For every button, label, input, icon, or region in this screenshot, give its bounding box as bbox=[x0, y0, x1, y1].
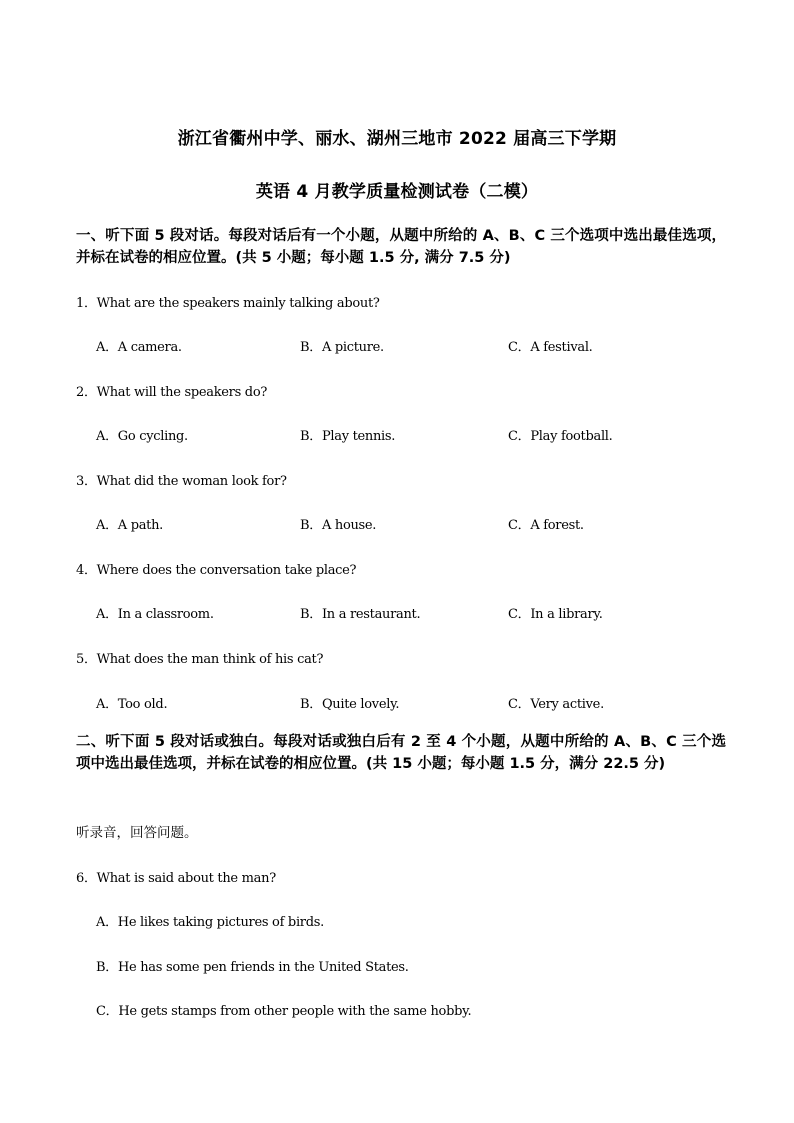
section2-heading: 二、听下面 5 段对话或独白。每段对话或独白后有 2 至 4 个小题，从题中所给的 A、B、C 三个选项中选出最佳选项，并标在试卷的相应位置。(共 15 小题；每小题 1.5 分，满分 22.5 分) bbox=[76, 734, 726, 772]
section2-instruction: 听录音，回答问题。 bbox=[76, 825, 198, 841]
question-1-stem: 1．What are the speakers mainly talking about? bbox=[76, 296, 380, 311]
question-4-option-c[interactable]: C．In a library. bbox=[508, 607, 603, 622]
question-2-option-b[interactable]: B．Play tennis. bbox=[300, 429, 396, 444]
question-4-stem: 4．Where does the conversation take place? bbox=[76, 563, 357, 578]
question-6-option-b[interactable]: B．He has some pen friends in the United States. bbox=[96, 960, 409, 975]
question-6-stem: 6．What is said about the man? bbox=[76, 871, 276, 886]
section1-heading: 一、听下面 5 段对话。每段对话后有一个小题，从题中所给的 A、B、C 三个选项中选出最佳选项，并标在试卷的相应位置。(共 5 小题；每小题 1.5 分, 满分 7.5 分) bbox=[76, 228, 726, 266]
question-1-option-a[interactable]: A．A camera. bbox=[96, 340, 182, 355]
question-5-stem: 5．What does the man think of his cat? bbox=[76, 652, 324, 667]
question-5-option-b[interactable]: B．Quite lovely. bbox=[300, 697, 400, 712]
question-2-option-c[interactable]: C．Play football. bbox=[508, 429, 613, 444]
question-2-option-a[interactable]: A．Go cycling. bbox=[96, 429, 188, 444]
question-2-stem: 2．What will the speakers do? bbox=[76, 385, 268, 400]
question-6-option-a[interactable]: A．He likes taking pictures of birds. bbox=[96, 915, 324, 930]
question-6-option-c[interactable]: C．He gets stamps from other people with the same hobby. bbox=[96, 1004, 472, 1019]
question-3-option-b[interactable]: B．A house. bbox=[300, 518, 377, 533]
question-5-option-c[interactable]: C．Very active. bbox=[508, 697, 604, 712]
exam-title-line1: 浙江省衢州中学、丽水、湖州三地市 2022 届高三下学期 bbox=[177, 129, 617, 149]
question-3-stem: 3．What did the woman look for? bbox=[76, 474, 287, 489]
question-4-option-b[interactable]: B．In a restaurant. bbox=[300, 607, 421, 622]
question-3-option-a[interactable]: A．A path. bbox=[96, 518, 164, 533]
question-5-option-a[interactable]: A．Too old. bbox=[96, 697, 168, 712]
exam-title-line2: 英语 4 月教学质量检测试卷（二模） bbox=[255, 182, 539, 202]
question-1-option-c[interactable]: C．A festival. bbox=[508, 340, 593, 355]
question-3-option-c[interactable]: C．A forest. bbox=[508, 518, 584, 533]
question-1-option-b[interactable]: B．A picture. bbox=[300, 340, 384, 355]
question-4-option-a[interactable]: A．In a classroom. bbox=[96, 607, 214, 622]
